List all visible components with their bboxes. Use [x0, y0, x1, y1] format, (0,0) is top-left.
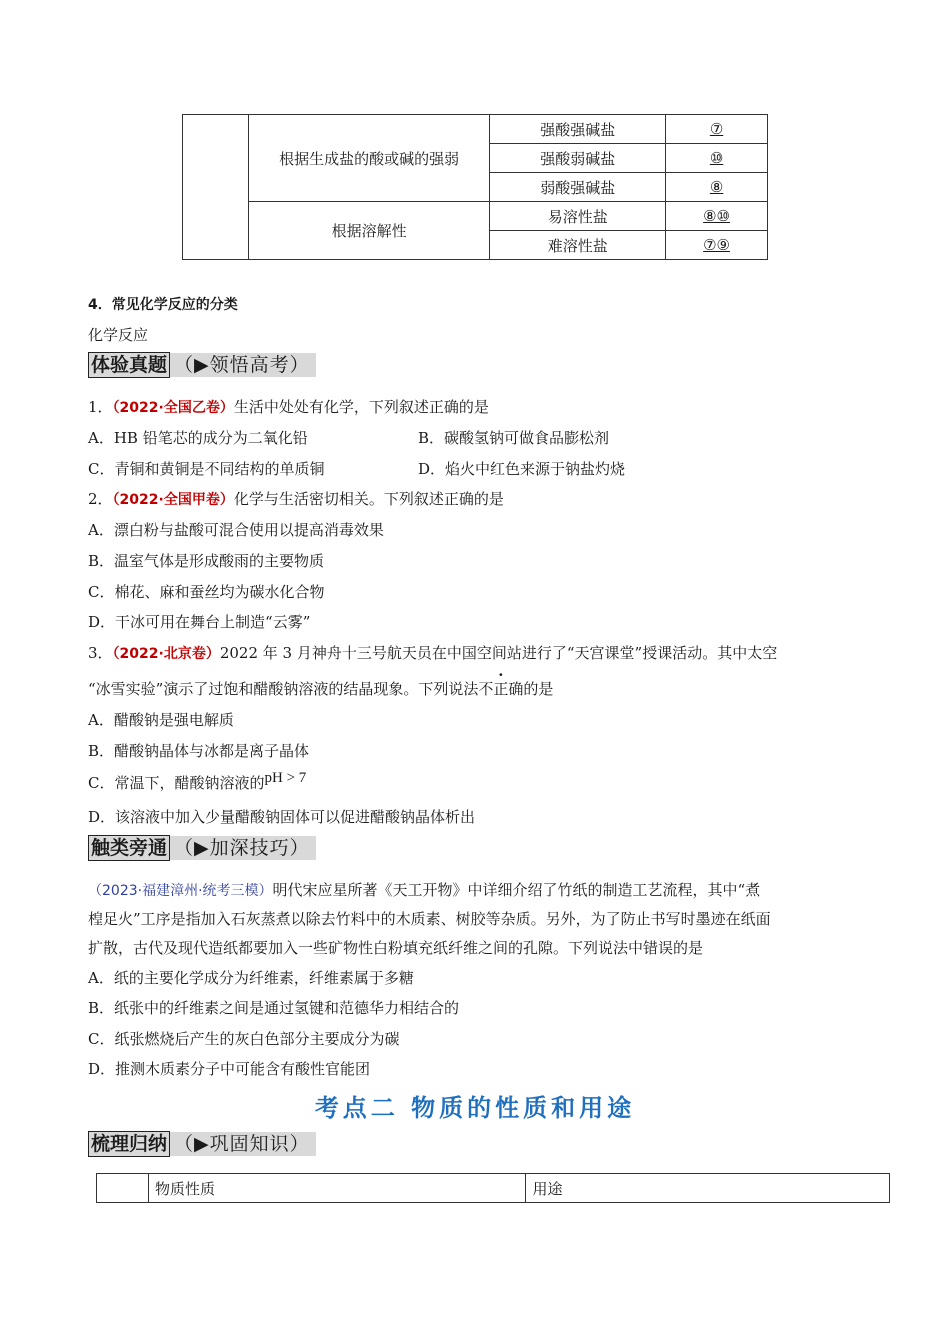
option-a: A．HB 铅笔芯的成分为二氧化铅 [88, 429, 308, 447]
group-label: 根据溶解性 [248, 202, 490, 260]
section-line: 化学反应 [88, 326, 149, 344]
question-source: （2023·福建漳州·统考三模） [88, 883, 273, 899]
option-d: D．焰火中红色来源于钠盐灼烧 [418, 460, 626, 478]
option-b: B．纸张中的纤维素之间是通过氢键和范德华力相结合的 [88, 999, 460, 1017]
empty-cell [97, 1174, 149, 1203]
salt-answer: ⑧⑩ [666, 202, 768, 231]
header-summary [88, 1131, 316, 1157]
option-d: D．干冰可用在舞台上制造“云雾” [88, 613, 311, 631]
option-a: A．纸的主要化学成分为纤维素，纤维素属于多糖 [88, 969, 414, 987]
salt-answer: ⑦⑨ [666, 231, 768, 260]
salt-type: 强酸弱碱盐 [490, 144, 666, 173]
header-main: 梳理归纳 [88, 1131, 170, 1157]
salt-type: 易溶性盐 [490, 202, 666, 231]
salt-type: 强酸强碱盐 [490, 115, 666, 144]
question-4-stem: （2023·福建漳州·统考三模）明代宋应星所著《天工开物》中详细介绍了竹纸的制造工艺流程，其中“煮 [88, 881, 761, 899]
question-source: （2022·全国甲卷） [112, 492, 234, 508]
option-c: C．棉花、麻和蚕丝均为碳水化合物 [88, 583, 325, 601]
table-row [183, 202, 768, 231]
emphasis-text: 不正确 [478, 680, 524, 698]
column-header-use: 用途 [526, 1174, 890, 1203]
salt-classification-table [182, 114, 768, 260]
option-c: C．常温下，醋酸钠溶液的pH > 7 [88, 770, 307, 792]
section-heading: 4．常见化学反应的分类 [88, 297, 238, 313]
salt-answer: ⑩ [666, 144, 768, 173]
option-b: B．醋酸钠晶体与冰都是离子晶体 [88, 742, 310, 760]
salt-answer: ⑧ [666, 173, 768, 202]
option-c: C．青铜和黄铜是不同结构的单质铜 [88, 460, 325, 478]
salt-answer: ⑦ [666, 115, 768, 144]
option-a: A．漂白粉与盐酸可混合使用以提高消毒效果 [88, 521, 384, 539]
header-main: 触类旁通 [88, 835, 170, 861]
question-4-line2: 楻足火”工序是指加入石灰蒸煮以除去竹料中的木质素、树胶等杂质。另外，为了防止书写时墨迹在纸面 [88, 910, 771, 928]
salt-type: 弱酸强碱盐 [490, 173, 666, 202]
question-1-stem: 1．（2022·全国乙卷）生活中处处有化学，下列叙述正确的是 [88, 398, 489, 416]
column-header-property: 物质性质 [148, 1174, 526, 1203]
table-row [97, 1174, 890, 1203]
option-a: A．醋酸钠是强电解质 [88, 711, 234, 729]
section-title: 考点二 物质的性质和用途 [314, 1094, 636, 1122]
header-sub: （▶巩固知识） [170, 1132, 316, 1156]
property-use-table [96, 1173, 890, 1203]
question-3-stem: 3．（2022·北京卷）2022 年 3 月神舟十三号航天员在中国空间站进行了“天宫课堂”授课活动。其中太空 [88, 644, 778, 662]
header-experience-questions [88, 352, 316, 378]
header-sub: （▶领悟高考） [170, 353, 316, 377]
question-4-line3: 扩散，古代及现代造纸都要加入一些矿物性白粉填充纸纤维之间的孔隙。下列说法中错误的是 [88, 939, 704, 957]
question-source: （2022·北京卷） [112, 646, 220, 662]
header-analogy [88, 835, 316, 861]
question-source: （2022·全国乙卷） [112, 400, 234, 416]
option-c: C．纸张燃烧后产生的灰白色部分主要成分为碳 [88, 1030, 400, 1048]
salt-type: 难溶性盐 [490, 231, 666, 260]
header-sub: （▶加深技巧） [170, 836, 316, 860]
option-b: B．温室气体是形成酸雨的主要物质 [88, 552, 325, 570]
header-main: 体验真题 [88, 352, 170, 378]
group-label: 根据生成盐的酸或碱的强弱 [248, 115, 490, 202]
table-row [183, 115, 768, 144]
question-2-stem: 2．（2022·全国甲卷）化学与生活密切相关。下列叙述正确的是 [88, 490, 504, 508]
question-3-stem-cont: “冰雪实验”演示了过饱和醋酸钠溶液的结晶现象。下列说法不正确的是 [88, 680, 554, 698]
ph-formula: pH > 7 [264, 770, 307, 786]
option-b: B．碳酸氢钠可做食品膨松剂 [418, 429, 610, 447]
option-d: D．该溶液中加入少量醋酸钠固体可以促进醋酸钠晶体析出 [88, 808, 476, 826]
empty-cell [183, 115, 249, 260]
option-d: D．推测木质素分子中可能含有酸性官能团 [88, 1060, 371, 1078]
